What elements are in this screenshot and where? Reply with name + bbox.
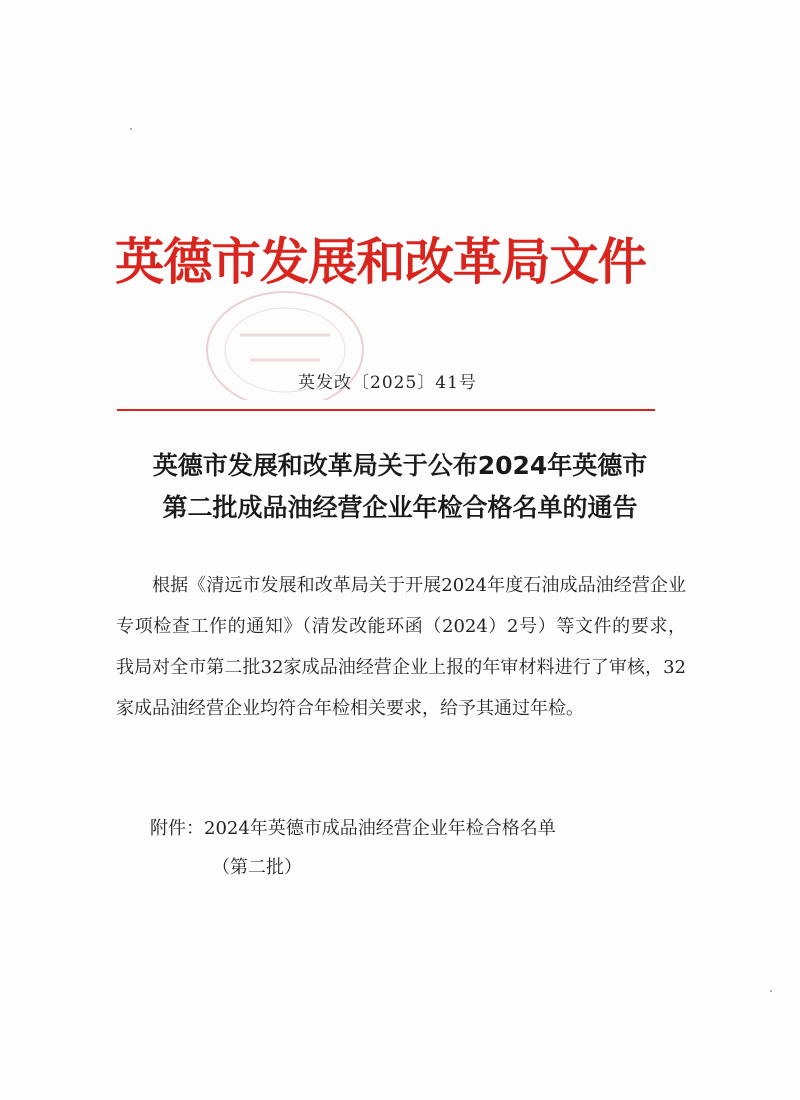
red-divider-line <box>117 409 655 411</box>
notice-title <box>100 445 700 529</box>
scan-speck <box>770 990 772 992</box>
issuing-authority-title: 英德市发展和改革局文件 <box>115 233 646 291</box>
notice-title-line-1: 英德市发展和改革局关于公布2024年英德市 <box>152 451 648 480</box>
attachment-label: 附件：2024年英德市成品油经营企业年检合格名单 <box>150 818 556 839</box>
scan-speck <box>130 128 132 130</box>
attachment-batch-label: （第二批） <box>212 857 302 878</box>
document-number: 英发改〔2025〕41号 <box>298 373 477 393</box>
notice-title-line-2: 第二批成品油经营企业年检合格名单的通告 <box>162 493 638 522</box>
notice-body-paragraph: 根据《清远市发展和改革局关于开展2024年度石油成品油经营企业专项检查工作的通知》（清发改能环函（2024）2号）等文件的要求，我局对全市第二批32家成品油经营企业上报的年审材料进行了审核，32家成品油经营企业均符合年检相关要求，给予其通过年检。 <box>116 575 686 719</box>
